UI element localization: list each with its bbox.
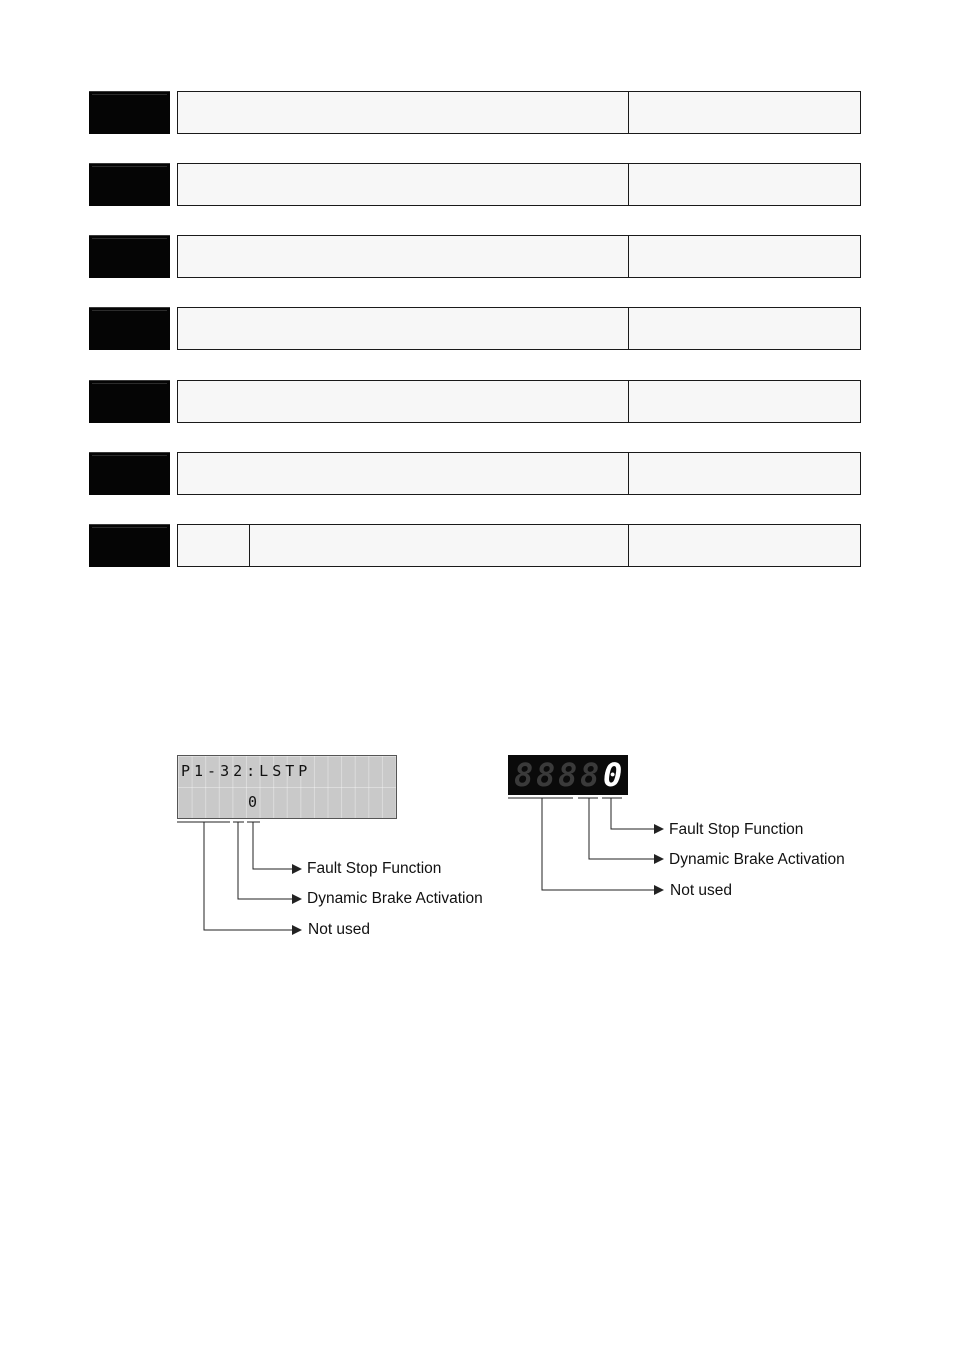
lcd-label-fault-stop: Fault Stop Function bbox=[307, 860, 442, 877]
seven-segment-digit: 8 bbox=[580, 756, 600, 794]
arrowhead bbox=[292, 925, 302, 935]
lcd-leader-not-used bbox=[204, 822, 292, 930]
seven-segment-digit: 8 bbox=[558, 756, 578, 794]
arrowhead bbox=[654, 854, 664, 864]
arrowhead bbox=[292, 894, 302, 904]
seg-label-dynamic-brake: Dynamic Brake Activation bbox=[669, 851, 845, 868]
seg-leader-not-used bbox=[542, 798, 654, 890]
seg-leader-fault bbox=[611, 798, 654, 829]
arrowhead bbox=[292, 864, 302, 874]
lcd-label-dynamic-brake: Dynamic Brake Activation bbox=[307, 890, 483, 907]
seven-segment-digit: 8 bbox=[536, 756, 556, 794]
lcd-label-not-used: Not used bbox=[308, 921, 371, 938]
seven-segment-digit: 8 bbox=[514, 756, 534, 794]
seg-label-fault-stop: Fault Stop Function bbox=[669, 821, 804, 838]
lcd-leader-brake bbox=[238, 822, 292, 899]
arrowhead bbox=[654, 885, 664, 895]
lcd-line-2: 0 bbox=[248, 793, 258, 811]
lcd-leader-fault bbox=[253, 822, 292, 869]
lcd-line-1: P1-32:LSTP bbox=[181, 762, 312, 780]
seg-label-not-used: Not used bbox=[670, 882, 733, 899]
seven-segment-digit-active: 0 bbox=[603, 756, 623, 794]
arrowhead bbox=[654, 824, 664, 834]
